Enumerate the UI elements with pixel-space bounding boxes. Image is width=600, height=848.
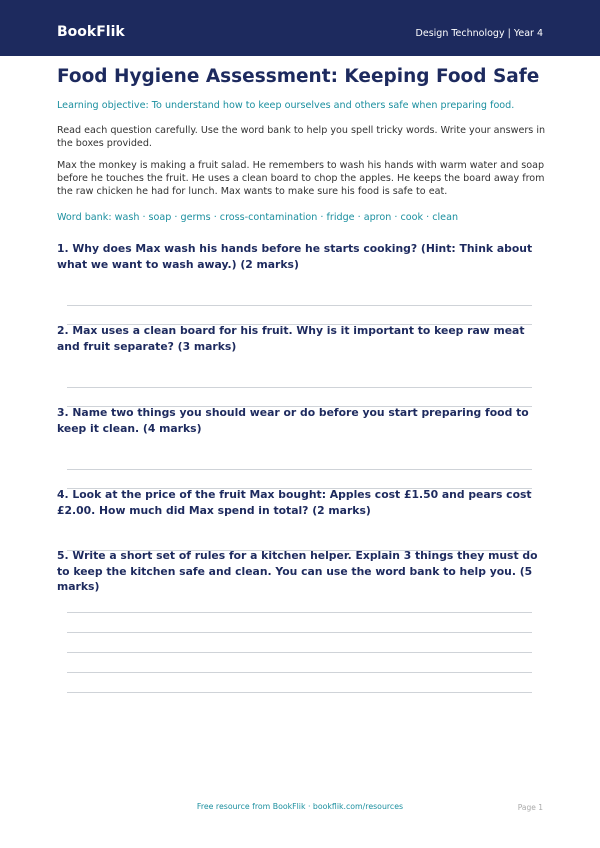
page-title: Food Hygiene Assessment: Keeping Food Safe bbox=[57, 66, 540, 87]
word-bank: Word bank: wash · soap · germs · cross-contamination · fridge · apron · cook · clean bbox=[57, 212, 459, 223]
story-paragraph: Max the monkey is making a fruit salad. He remembers to wash his hands with warm water and soap before he touches the fruit. He uses a clean board to chop the apples. He keeps the board away from the raw chicken he had for lunch. Max wants to make sure his food is safe to eat. bbox=[57, 160, 545, 197]
answer-line[interactable] bbox=[67, 387, 532, 388]
question-2: 2. Max uses a clean board for his fruit. Why is it important to keep raw meat and fruit separate? (3 marks) bbox=[57, 324, 525, 353]
question-3: 3. Name two things you should wear or do before you start preparing food to keep it clean. (4 marks) bbox=[57, 406, 529, 435]
header-bar bbox=[0, 0, 600, 56]
question-5: 5. Write a short set of rules for a kitchen helper. Explain 3 things they must do to keep the kitchen safe and clean. You can use the word bank to help you. (5 marks) bbox=[57, 549, 538, 593]
subject-year-label: Design Technology | Year 4 bbox=[415, 28, 543, 39]
brand-logo: BookFlik bbox=[57, 24, 125, 40]
answer-line[interactable] bbox=[67, 612, 532, 613]
question-1: 1. Why does Max wash his hands before he starts cooking? (Hint: Think about what we want to wash away.) (2 marks) bbox=[57, 242, 533, 271]
learning-objective: Learning objective: To understand how to keep ourselves and others safe when preparing food. bbox=[57, 100, 515, 111]
answer-line[interactable] bbox=[67, 692, 532, 693]
answer-line[interactable] bbox=[67, 652, 532, 653]
question-4: 4. Look at the price of the fruit Max bought: Apples cost £1.50 and pears cost £2.00. How much did Max spend in total? (2 marks) bbox=[57, 488, 532, 517]
answer-line[interactable] bbox=[67, 632, 532, 633]
footer-source: Free resource from BookFlik · bookflik.com/resources bbox=[196, 802, 404, 811]
answer-line[interactable] bbox=[67, 305, 532, 306]
answer-line[interactable] bbox=[67, 672, 532, 673]
instructions: Read each question carefully. Use the word bank to help you spell tricky words. Write your answers in the boxes provided. bbox=[57, 125, 546, 149]
page-number: Page 1 bbox=[517, 803, 543, 812]
answer-line[interactable] bbox=[67, 469, 532, 470]
